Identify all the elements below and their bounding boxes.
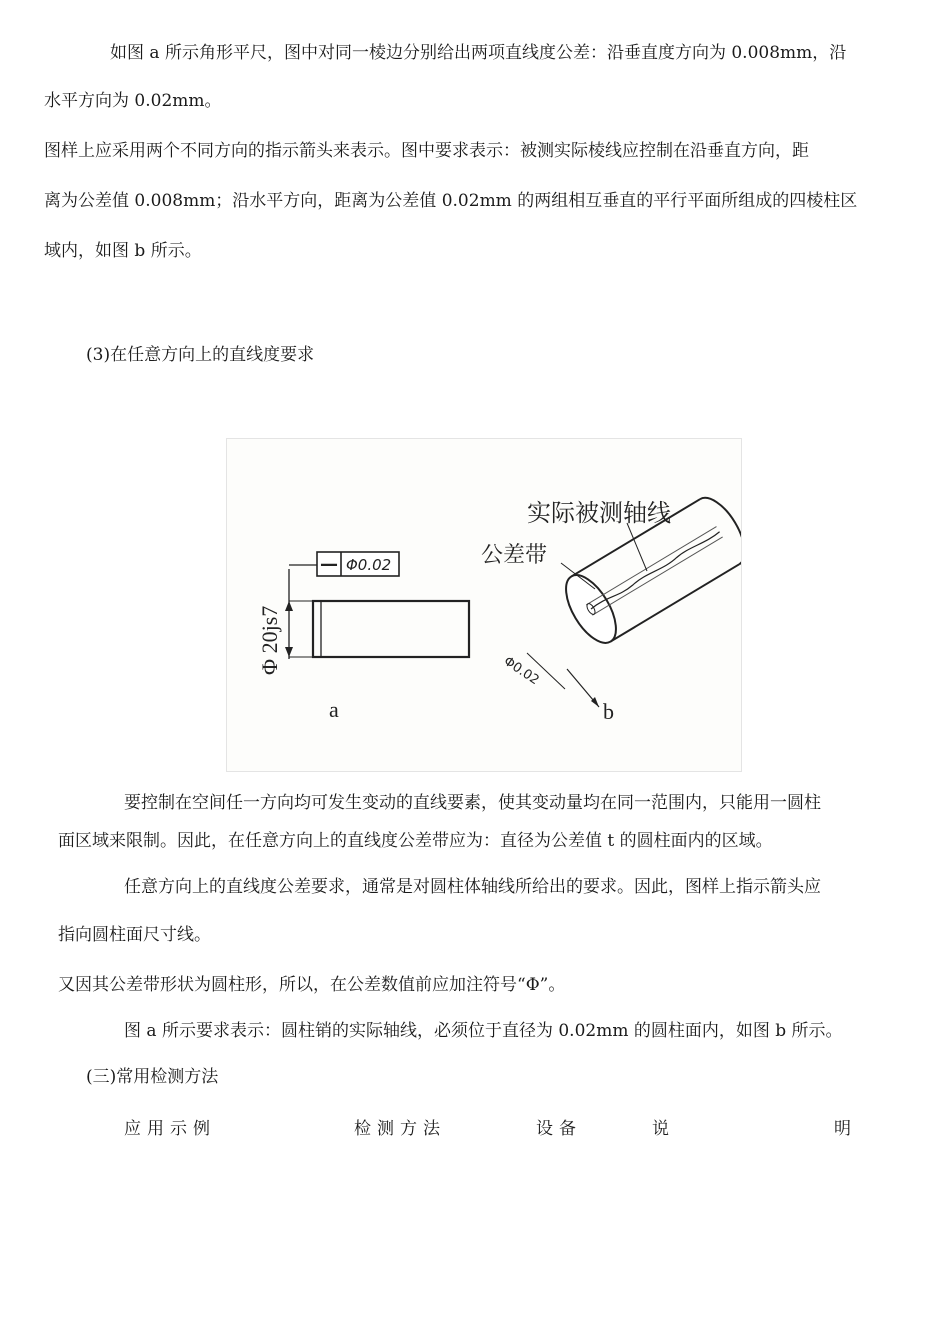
paragraph-4-line-1: 任意方向上的直线度公差要求，通常是对圆柱体轴线所给出的要求。因此，图样上指示箭头应 — [124, 877, 821, 897]
dimension-label: Φ 20js7 — [257, 605, 282, 675]
straightness-figure — [226, 438, 742, 772]
paragraph-6-line-1: 图 a 所示要求表示：圆柱销的实际轴线，必须位于直径为 0.02mm 的圆柱面内，如图 b 所示。 — [124, 1021, 843, 1041]
paragraph-1-line-1: 如图 a 所示角形平尺，图中对同一棱边分别给出两项直线度公差：沿垂直度方向为 0.008mm，沿 — [110, 43, 847, 63]
label-tolerance-zone: 公差带 — [481, 543, 548, 568]
label-b: b — [603, 699, 614, 724]
paragraph-3-line-2: 面区域来限制。因此，在任意方向上的直线度公差带应为：直径为公差值 t 的圆柱面内的区域。 — [58, 831, 773, 851]
label-a: a — [329, 697, 339, 722]
paragraph-1-line-2: 水平方向为 0.02mm。 — [44, 91, 222, 111]
paragraph-5-line-1: 又因其公差带形状为圆柱形，所以，在公差数值前应加注符号“Φ”。 — [58, 975, 566, 995]
table-header-note-right: 明 — [834, 1119, 857, 1139]
table-header-note-left: 说 — [652, 1119, 675, 1139]
label-diameter: Φ0.02 — [500, 653, 542, 689]
table-header-application: 应用示例 — [124, 1119, 216, 1139]
section-3-heading: (3)在任意方向上的直线度要求 — [86, 345, 315, 365]
paragraph-4-line-2: 指向圆柱面尺寸线。 — [58, 925, 211, 945]
label-actual-axis: 实际被测轴线 — [527, 499, 671, 527]
paragraph-2-line-1: 图样上应采用两个不同方向的指示箭头来表示。图中要求表示：被测实际棱线应控制在沿垂直方向，距 — [44, 141, 809, 161]
section-common-heading: (三)常用检测方法 — [86, 1067, 219, 1087]
table-header-method: 检测方法 — [354, 1119, 446, 1139]
tolerance-frame-value: Φ0.02 — [346, 556, 392, 574]
table-header-equipment: 设备 — [536, 1119, 582, 1139]
tolerance-frame-symbol: — — [320, 554, 338, 575]
pin-outline — [313, 601, 469, 657]
paragraph-2-line-2: 离为公差值 0.008mm；沿水平方向，距离为公差值 0.02mm 的两组相互垂直的平行平面所组成的四棱柱区 — [44, 191, 858, 211]
paragraph-3-line-1: 要控制在空间任一方向均可发生变动的直线要素，使其变动量均在同一范围内，只能用一圆柱 — [124, 793, 821, 813]
paragraph-2-line-3: 域内，如图 b 所示。 — [44, 241, 202, 261]
